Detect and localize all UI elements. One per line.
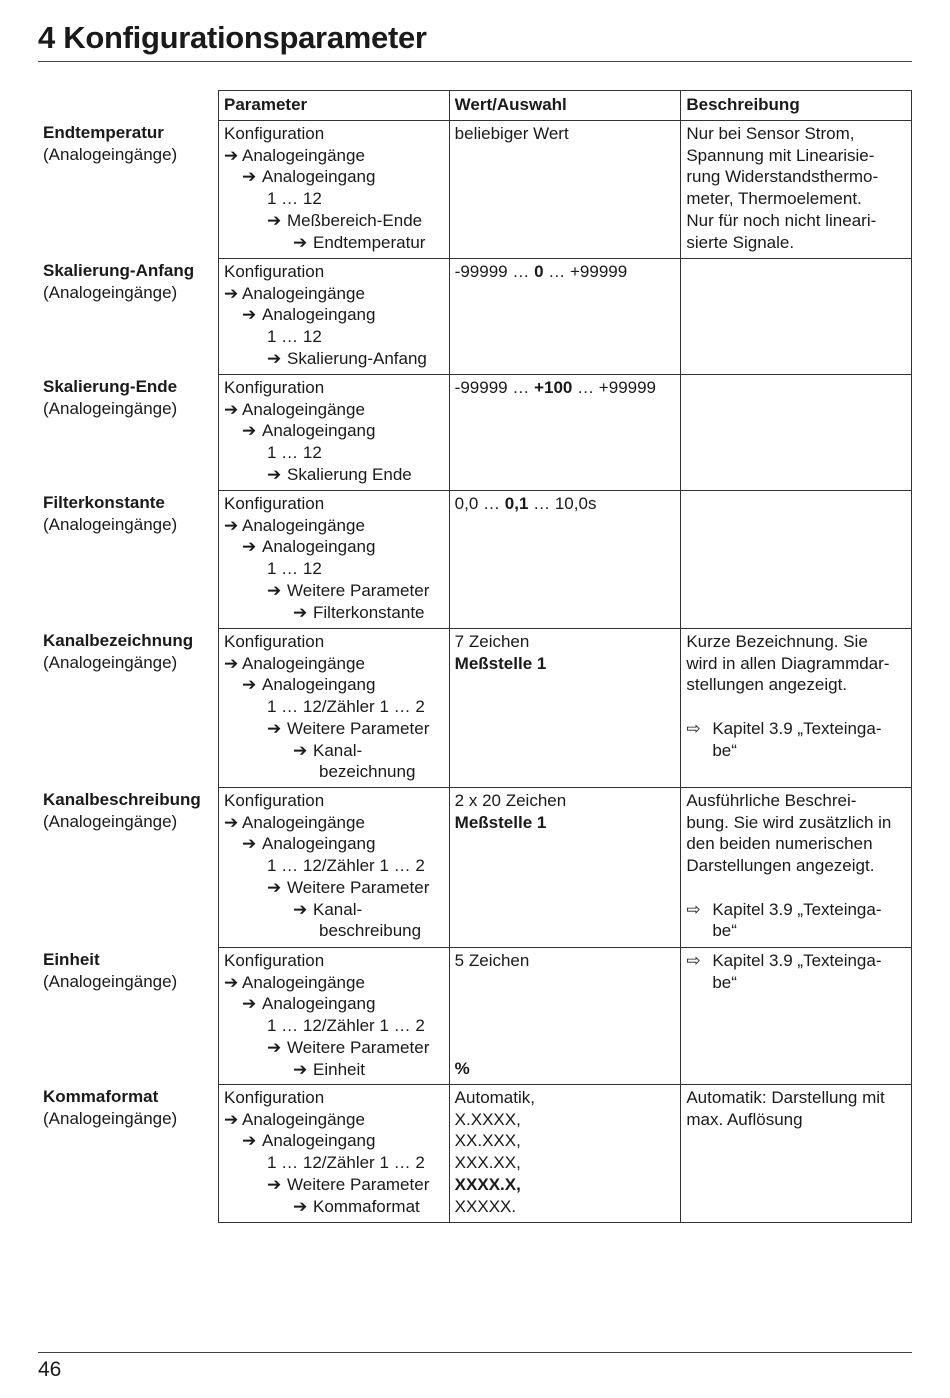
arrow-right-icon: ➔ (267, 348, 282, 368)
label-name: Kanalbezeichnung (43, 631, 194, 650)
arrow-right-icon: ➔ (242, 167, 257, 187)
description-cell: Automatik: Darstellung mit max. Auflösung (681, 1085, 912, 1223)
title-divider (38, 61, 912, 62)
label-name: Filterkonstante (43, 493, 165, 512)
value-cell: 7 Zeichen Meßstelle 1 (450, 629, 682, 788)
arrow-right-icon: ➔ (267, 580, 282, 600)
description-cell: Ausführliche Beschrei- bung. Sie wird zusätzlich in den beiden numerischen Darstellungen angezeigt. ⇨ Kapitel 3.9 „Texteinga- be“ (681, 788, 912, 948)
description-cell (681, 491, 912, 629)
value-cell: -99999 … +100 … +99999 (450, 375, 682, 491)
arrow-right-icon: ➔ (224, 399, 239, 419)
value-cell: 2 x 20 Zeichen Meßstelle 1 (450, 788, 682, 948)
parameter-path: Konfiguration ➔ Analogeingänge ➔ Analogeingang 1 … 12 ➔ Skalierung-Anfang (219, 259, 450, 375)
value-cell: 5 Zeichen % (450, 948, 682, 1085)
parameter-labels (43, 120, 218, 1221)
table-row (219, 948, 912, 1085)
parameter-path: Konfiguration ➔ Analogeingänge ➔ Analogeingang 1 … 12 ➔ Meßbereich-Ende ➔ Endtemperatur (219, 121, 450, 259)
arrow-right-icon: ➔ (224, 653, 239, 673)
label-einheit (43, 947, 218, 1084)
arrow-right-icon: ➔ (224, 812, 239, 832)
label-group: (Analogeingänge) (43, 1108, 178, 1128)
page-title: 4 Konfigurationsparameter (38, 20, 427, 55)
label-name: Endtemperatur (43, 123, 164, 142)
label-skalierung-ende (43, 374, 218, 490)
chapter-reference: ⇨ Kapitel 3.9 „Texteinga- (686, 718, 882, 738)
label-group: (Analogeingänge) (43, 514, 178, 534)
label-kanalbezeichnung (43, 628, 218, 787)
arrow-right-icon: ➔ (242, 421, 257, 441)
arrow-right-icon: ➔ (242, 1131, 257, 1151)
parameter-path: Konfiguration ➔ Analogeingänge ➔ Analogeingang 1 … 12/Zähler 1 … 2 ➔ Weitere Parameter ➔ Einheit (219, 948, 450, 1085)
arrow-right-icon: ➔ (242, 537, 257, 557)
arrow-right-icon: ➔ (267, 464, 282, 484)
arrow-right-icon: ➔ (224, 515, 239, 535)
label-kanalbeschreibung (43, 787, 218, 947)
arrow-right-icon: ➔ (293, 1196, 308, 1216)
footer-divider (38, 1352, 912, 1353)
reference-arrow-icon: ⇨ (686, 718, 701, 738)
arrow-right-icon: ➔ (242, 675, 257, 695)
header-parameter: Parameter (219, 91, 450, 121)
label-kommaformat (43, 1084, 218, 1221)
table-row (219, 375, 912, 491)
arrow-right-icon: ➔ (267, 1037, 282, 1057)
chapter-reference: ⇨ Kapitel 3.9 „Texteinga- (686, 951, 882, 970)
label-group: (Analogeingänge) (43, 652, 178, 672)
label-endtemperatur (43, 120, 218, 258)
label-group: (Analogeingänge) (43, 282, 178, 302)
label-skalierung-anfang (43, 258, 218, 374)
table-row (219, 1085, 912, 1223)
arrow-right-icon: ➔ (267, 877, 282, 897)
table-row (219, 259, 912, 375)
label-name: Skalierung-Ende (43, 377, 178, 396)
header-beschreibung: Beschreibung (681, 91, 912, 121)
value-cell: beliebiger Wert (450, 121, 682, 259)
label-filterkonstante (43, 490, 218, 628)
label-name: Kommaformat (43, 1087, 159, 1106)
table-row (219, 121, 912, 259)
arrow-right-icon: ➔ (242, 994, 257, 1014)
table-header (219, 91, 912, 121)
label-name: Skalierung-Anfang (43, 261, 195, 280)
description-cell: ⇨ Kapitel 3.9 „Texteinga- be“ (681, 948, 912, 1085)
value-cell: Automatik, X.XXXX, XX.XXX, XXX.XX, XXXX.X, XXXXX. (450, 1085, 682, 1223)
arrow-right-icon: ➔ (267, 210, 282, 230)
description-cell (681, 375, 912, 491)
page-number: 46 (38, 1358, 62, 1381)
table-row (219, 491, 912, 629)
description-cell: Kurze Bezeichnung. Sie wird in allen Diagrammdar- stellungen angezeigt. ⇨ Kapitel 3.9 „Texteinga- be“ (681, 629, 912, 788)
label-group: (Analogeingänge) (43, 811, 178, 831)
arrow-right-icon: ➔ (267, 718, 282, 738)
parameter-path: Konfiguration ➔ Analogeingänge ➔ Analogeingang 1 … 12/Zähler 1 … 2 ➔ Weitere Parameter ➔ Kommaformat (219, 1085, 450, 1223)
value-cell: -99999 … 0 … +99999 (450, 259, 682, 375)
label-group: (Analogeingänge) (43, 144, 178, 164)
arrow-right-icon: ➔ (293, 602, 308, 622)
arrow-right-icon: ➔ (293, 1059, 308, 1079)
arrow-right-icon: ➔ (242, 305, 257, 325)
label-name: Einheit (43, 950, 100, 969)
arrow-right-icon: ➔ (293, 899, 308, 919)
arrow-right-icon: ➔ (224, 145, 239, 165)
parameter-path: Konfiguration ➔ Analogeingänge ➔ Analogeingang 1 … 12 ➔ Weitere Parameter ➔ Filterkonstante (219, 491, 450, 629)
arrow-right-icon: ➔ (293, 232, 308, 252)
arrow-right-icon: ➔ (242, 834, 257, 854)
arrow-right-icon: ➔ (293, 740, 308, 760)
arrow-right-icon: ➔ (267, 1174, 282, 1194)
reference-arrow-icon: ⇨ (686, 951, 701, 970)
arrow-right-icon: ➔ (224, 1109, 239, 1129)
label-group: (Analogeingänge) (43, 398, 178, 418)
value-cell: 0,0 … 0,1 … 10,0s (450, 491, 682, 629)
label-name: Kanalbeschreibung (43, 790, 201, 809)
table-row (219, 788, 912, 948)
reference-arrow-icon: ⇨ (686, 899, 701, 919)
table-row (219, 629, 912, 788)
label-group: (Analogeingänge) (43, 971, 178, 991)
chapter-reference: ⇨ Kapitel 3.9 „Texteinga- (686, 899, 882, 919)
parameter-path: Konfiguration ➔ Analogeingänge ➔ Analogeingang 1 … 12/Zähler 1 … 2 ➔ Weitere Parameter ➔ Kanal- beschreibung (219, 788, 450, 948)
arrow-right-icon: ➔ (224, 283, 239, 303)
description-cell (681, 259, 912, 375)
description-cell: Nur bei Sensor Strom, Spannung mit Linearisie- rung Widerstandsthermo- meter, Thermoelement. Nur für noch nicht lineari- sierte Signale. (681, 121, 912, 259)
arrow-right-icon: ➔ (224, 972, 239, 992)
parameter-path: Konfiguration ➔ Analogeingänge ➔ Analogeingang 1 … 12/Zähler 1 … 2 ➔ Weitere Parameter ➔ Kanal- bezeichnung (219, 629, 450, 788)
parameter-table (218, 90, 912, 1223)
parameter-path: Konfiguration ➔ Analogeingänge ➔ Analogeingang 1 … 12 ➔ Skalierung Ende (219, 375, 450, 491)
header-wert-auswahl: Wert/Auswahl (450, 91, 682, 121)
